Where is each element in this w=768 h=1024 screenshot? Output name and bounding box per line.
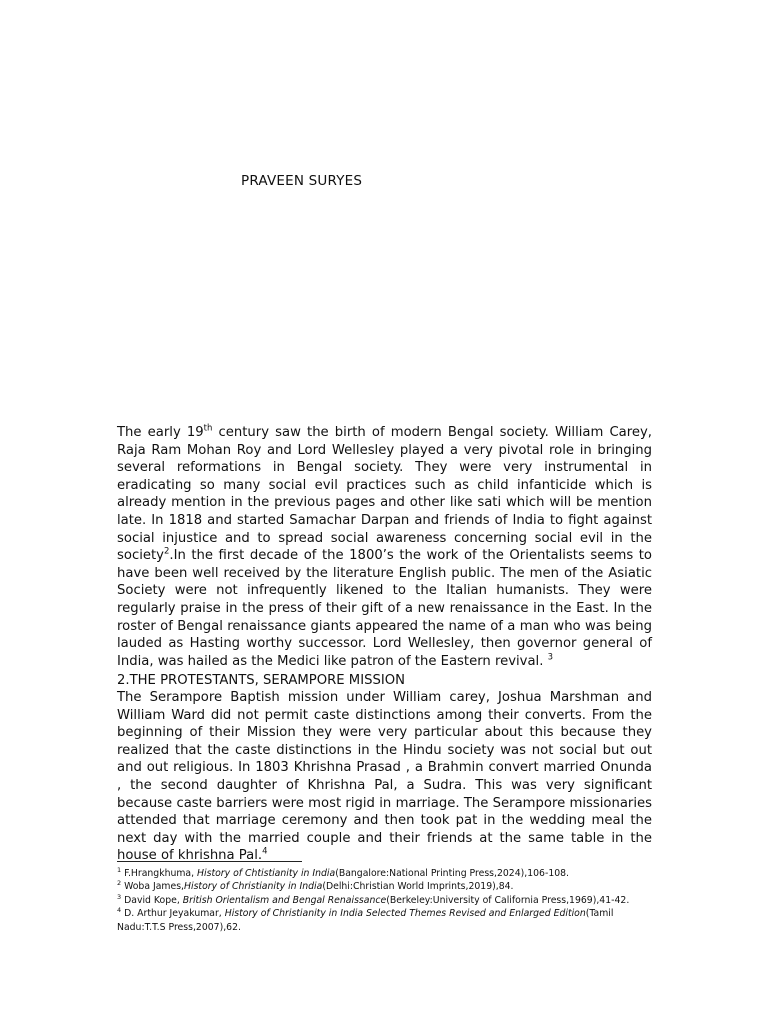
footnote-title: History of Chtistianity in India [197, 868, 336, 879]
footnote-ref-2[interactable]: 2 [163, 546, 170, 557]
footnote-ref-3[interactable]: 3 [547, 652, 554, 663]
footnote-mark: 3 [117, 892, 122, 901]
footnote-mark: 2 [117, 879, 122, 888]
footnote-4 [117, 907, 652, 934]
footnote-text: D. Arthur Jeyakumar, [121, 908, 225, 920]
author-name: PRAVEEN SURYES [241, 173, 363, 189]
footnote-text: (Berkeley:University of California Press,1969),41-42. [386, 894, 630, 906]
footnote-ref-4[interactable]: 4 [262, 846, 268, 857]
footnote-text: (Delhi:Christian World Imprints,2019),84. [322, 881, 514, 893]
footnote-text: (Tamil Nadu:T.T.S Press,2007),62. [117, 908, 614, 933]
section-heading: 2.THE PROTESTANTS, SERAMPORE MISSION [117, 673, 405, 688]
footnote-3 [117, 894, 652, 907]
para2-text: The Serampore Baptish mission under William carey, Joshua Marshman and William Ward did not permit caste distinctions among their converts. From the beginning of their Mission they were very particular about this because they realized that the caste distinctions in the Hindu society was not social but out and out religious. In 1803 Khrishna Prasad , a Brahmin convert married Onunda , the second daughter of Khrishna Pal, a Sudra. This was very significant because caste barriers were most rigid in marriage. The Serampore missionaries attended that marriage ceremony and then took pat in the wedding meal the next day with the married couple and their friends at the same table in the house of khrishna Pal. [117, 690, 652, 864]
para1-text-b: century saw the birth of modern Bengal society. William Carey, Raja Ram Mohan Roy and Lord Wellesley played a very pivotal role in bringing several reformations in Bengal society. They were very instrumental in eradicating so many social evil practices such as child infanticide which is already mention in the previous pages and other like sati which will be mention late. In 1818 and started Samachar Darpan and friends of India to fight against social injustice and to spread social awareness concerning social evil in the society [117, 425, 653, 564]
footnote-text: Woba James, [121, 881, 184, 893]
para1-text-c: .In the first decade of the 1800’s the work of the Orientalists seems to have been well received by the literature English public. The men of the Asiatic Society were not infrequently likened to the Italian humanists. They were regularly praise in the press of their gift of a new renaissance in the East. In the roster of Bengal renaissance giants appeared the name of a man who was being lauded as Hasting worthy successor. Lord Wellesley, then governor general of India, was hailed as the Medici like patron of the Eastern revival. [117, 548, 652, 669]
footnote-separator [117, 861, 302, 862]
footnote-title: History of Christianity in India [184, 881, 323, 893]
footnote-text: F.Hrangkhuma, [121, 868, 198, 879]
body-paragraph-1 [117, 424, 652, 670]
footnote-mark: 1 [117, 865, 122, 874]
ordinal-suffix: th [203, 423, 213, 434]
body-paragraph-2 [117, 689, 652, 865]
footnote-text: David Kope, [121, 894, 183, 906]
para1-text-a: The early 19 [117, 425, 204, 440]
footnote-list [117, 867, 652, 934]
footnote-title: British Orientalism and Bengal Renaissance [182, 894, 387, 906]
footnote-2 [117, 880, 652, 893]
footnote-mark: 4 [117, 906, 122, 915]
footnote-title: History of Christianity in India Selected Themes Revised and Enlarged Edition [224, 908, 586, 920]
footnote-1 [117, 867, 652, 880]
footnote-text: (Bangalore:National Printing Press,2024),106-108. [335, 868, 570, 879]
